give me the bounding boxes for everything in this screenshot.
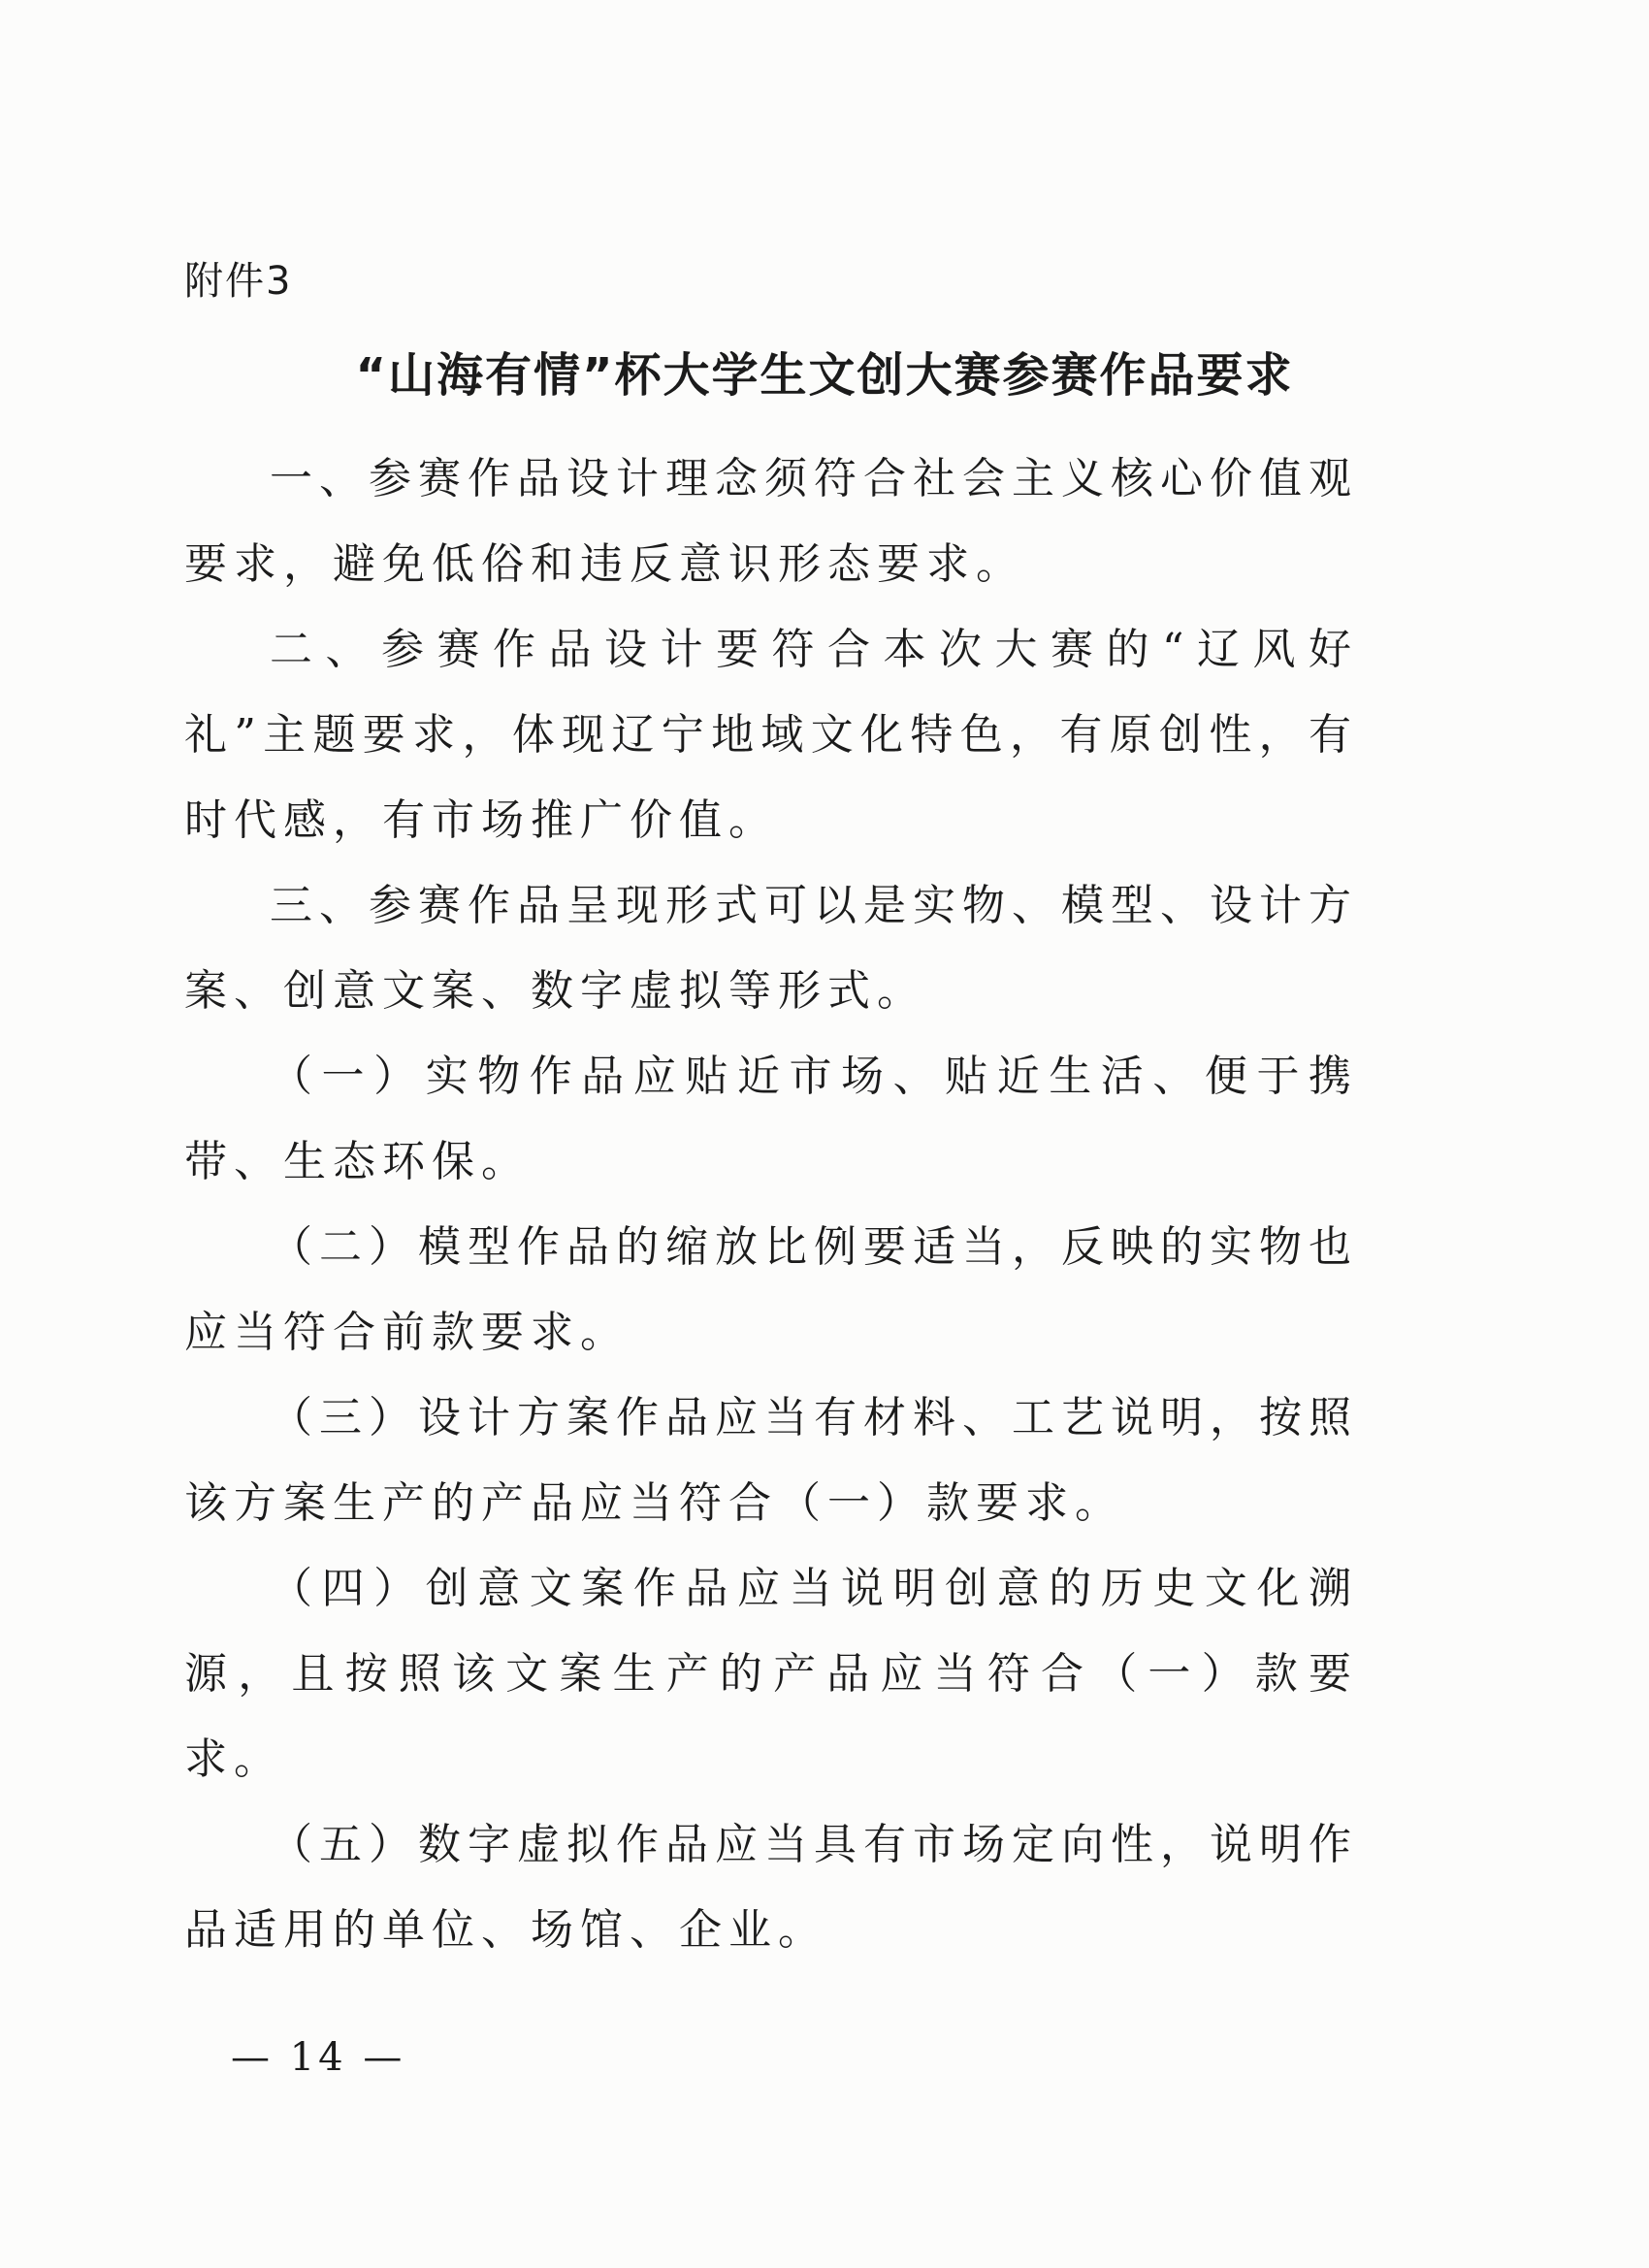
paragraph-item-2: （二）模型作品的缩放比例要适当，反映的实物也应当符合前款要求。 xyxy=(184,1222,1358,1357)
document-body xyxy=(184,437,1358,1973)
page-number: — 14 — xyxy=(231,2035,406,2080)
document-title: “山海有情”杯大学生文创大赛参赛作品要求 xyxy=(355,348,1294,403)
paragraph-item-5: （五）数字虚拟作品应当具有市场定向性，说明作品适用的单位、场馆、企业。 xyxy=(184,1820,1358,1955)
paragraph-item-3: （三）设计方案作品应当有材料、工艺说明，按照该方案生产的产品应当符合（一）款要求。 xyxy=(184,1393,1358,1528)
paragraph-2: 二、参赛作品设计要符合本次大赛的“辽风好礼”主题要求，体现辽宁地域文化特色，有原创性，有时代感，有市场推广价值。 xyxy=(184,625,1358,845)
paragraph-1: 一、参赛作品设计理念须符合社会主义核心价值观要求，避免低俗和违反意识形态要求。 xyxy=(184,454,1358,589)
paragraph-item-4: （四）创意文案作品应当说明创意的历史文化溯源，且按照该文案生产的产品应当符合（一）款要求。 xyxy=(184,1564,1358,1784)
attachment-label: 附件3 xyxy=(184,259,293,304)
paragraph-item-1: （一）实物作品应贴近市场、贴近生活、便于携带、生态环保。 xyxy=(184,1052,1358,1186)
paragraph-3: 三、参赛作品呈现形式可以是实物、模型、设计方案、创意文案、数字虚拟等形式。 xyxy=(184,881,1358,1016)
